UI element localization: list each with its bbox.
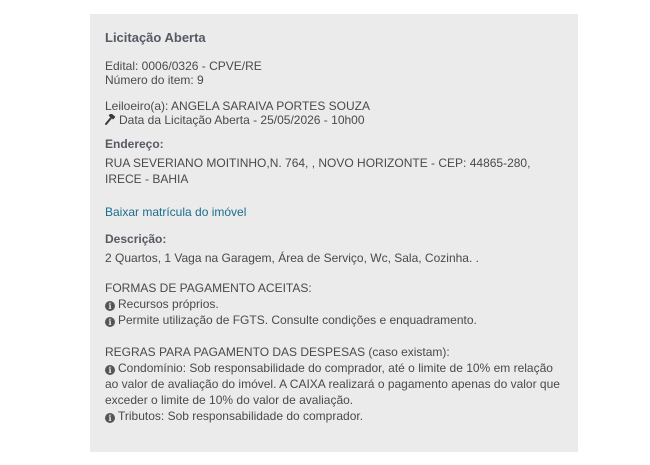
auction-date-line (105, 113, 563, 127)
description-block (105, 232, 563, 266)
gavel-icon (105, 114, 117, 125)
edital-text: Edital: 0006/0326 - CPVE/RE (105, 59, 262, 73)
info-circle-icon: i (105, 365, 115, 375)
auctioneer-block (105, 99, 563, 127)
info-circle-icon: i (105, 413, 115, 423)
download-block (105, 203, 563, 221)
address-value: RUA SEVERIANO MOITINHO,N. 764, , NOVO HORIZONTE - CEP: 44865-280, IRECE - BAHIA (105, 156, 531, 186)
expenses-heading: REGRAS PARA PAGAMENTO DAS DESPESAS (caso existam): (105, 345, 450, 359)
expense-item-text: Tributos: Sob responsabilidade do comprador. (118, 409, 364, 423)
expense-item (105, 360, 563, 408)
auction-date-text: Data da Licitação Aberta - 25/05/2026 - 10h00 (119, 113, 365, 127)
property-details-card (90, 14, 578, 452)
card-title: Licitação Aberta (105, 30, 206, 45)
payment-item (105, 312, 563, 328)
payment-heading: FORMAS DE PAGAMENTO ACEITAS: (105, 281, 312, 295)
item-number-text: Número do item: 9 (105, 73, 204, 87)
payment-item-text: Recursos próprios. (118, 297, 219, 311)
description-label: Descrição: (105, 232, 167, 246)
auctioneer-text: Leiloeiro(a): ANGELA SARAIVA PORTES SOUZA (105, 99, 370, 113)
download-matricula-link[interactable]: Baixar matrícula do imóvel (105, 205, 247, 219)
info-circle-icon: i (105, 301, 115, 311)
address-label: Endereço: (105, 137, 164, 151)
expenses-block (105, 344, 563, 424)
payment-item (105, 296, 563, 312)
expense-item (105, 408, 563, 424)
address-block (105, 137, 563, 187)
edital-block (105, 59, 563, 87)
description-value: 2 Quartos, 1 Vaga na Garagem, Área de Serviço, Wc, Sala, Cozinha. . (105, 251, 479, 265)
expense-item-text: Condomínio: Sob responsabilidade do comprador, até o limite de 10% em relação ao valor de avaliação do imóvel. A CAIXA realizará o pagamento apenas do valor que exceder o limite de 10% do valor de avaliação. (105, 361, 560, 407)
payment-block (105, 280, 563, 328)
info-circle-icon: i (105, 317, 115, 327)
payment-item-text: Permite utilização de FGTS. Consulte condições e enquadramento. (118, 313, 477, 327)
